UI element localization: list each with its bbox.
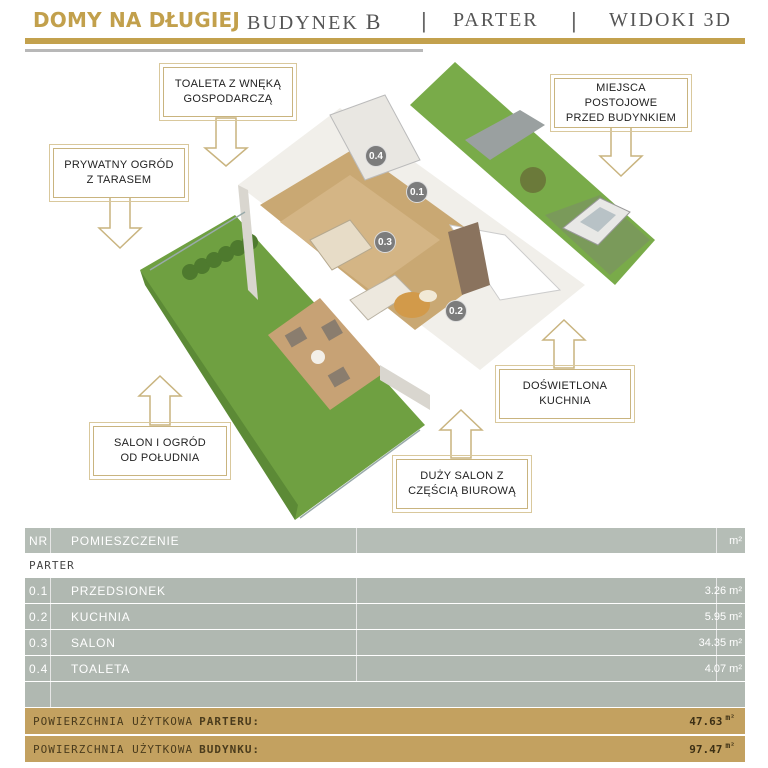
page-header <box>33 6 745 36</box>
nav-views-3d[interactable]: WIDOKI 3D <box>609 9 732 31</box>
callout-parking: MIEJSCA POSTOJOWE PRZED BUDYNKIEM <box>554 78 688 128</box>
summary-unit: m² <box>725 740 735 750</box>
row-nr-empty <box>25 682 51 707</box>
header-area: m² <box>729 534 742 547</box>
row-spacer <box>357 578 717 603</box>
summary-value <box>689 708 735 734</box>
summary-label-text: POWIERZCHNIA UŻYTKOWA <box>33 714 194 728</box>
table-row <box>25 656 745 682</box>
header-nr: NR <box>25 528 51 553</box>
room-badge: 0.4 <box>365 145 387 167</box>
nav-separator: | <box>571 8 577 33</box>
row-area: 4.07 m² <box>704 662 742 675</box>
arrow-up-icon <box>440 410 482 458</box>
summary-value <box>689 736 735 762</box>
callout-toilet: TOALETA Z WNĘKĄ GOSPODARCZĄ <box>163 67 293 117</box>
room-badge: 0.2 <box>445 300 467 322</box>
nav-building[interactable] <box>247 9 382 35</box>
arrow-down-icon <box>99 196 141 248</box>
summary-building <box>25 736 745 764</box>
arrow-up-icon <box>543 320 585 368</box>
nav-floor[interactable]: PARTER <box>453 9 539 31</box>
row-name: PRZEDSIONEK <box>51 578 357 603</box>
summary-ground-floor <box>25 708 745 736</box>
nav-separator: | <box>421 8 427 33</box>
arrow-up-icon <box>139 376 181 425</box>
header-gold-rule <box>25 38 745 44</box>
table-row <box>25 604 745 630</box>
room-badge: 0.1 <box>406 181 428 203</box>
row-nr: 0.4 <box>25 656 51 681</box>
floor-plan-3d <box>0 52 768 522</box>
row-name: TOALETA <box>51 656 357 681</box>
callout-kitchen: DOŚWIETLONA KUCHNIA <box>499 369 631 419</box>
summary-label-bold: BUDYNKU: <box>199 742 261 756</box>
row-area: 34.35 m² <box>698 636 742 649</box>
row-area: 5.95 m² <box>704 610 742 623</box>
row-spacer <box>357 604 717 629</box>
summary-value-number: 47.63 <box>689 714 723 728</box>
table-row <box>25 630 745 656</box>
summary-unit: m² <box>725 712 735 722</box>
header-spacer <box>357 528 717 553</box>
row-name: KUCHNIA <box>51 604 357 629</box>
summary-value-number: 97.47 <box>689 742 723 756</box>
building-label: BUDYNEK <box>247 12 359 34</box>
callout-private-garden: PRYWATNY OGRÓD Z TARASEM <box>53 148 185 198</box>
row-nr: 0.2 <box>25 604 51 629</box>
room-table <box>25 528 745 764</box>
summary-label-bold: PARTERU: <box>199 714 261 728</box>
callout-salon-south: SALON I OGRÓD OD POŁUDNIA <box>93 426 227 476</box>
row-area: 3.26 m² <box>704 584 742 597</box>
summary-label-text: POWIERZCHNIA UŻYTKOWA <box>33 742 194 756</box>
row-spacer <box>357 630 717 655</box>
row-name: SALON <box>51 630 357 655</box>
arrow-down-icon <box>205 118 247 166</box>
section-row <box>25 554 745 578</box>
header-room: POMIESZCZENIE <box>51 528 357 553</box>
table-row-empty <box>25 682 745 708</box>
section-label: PARTER <box>29 559 75 572</box>
summary-label <box>33 708 260 734</box>
page-title: DOMY NA DŁUGIEJ <box>33 8 241 32</box>
building-letter: B <box>365 9 383 34</box>
arrow-down-icon <box>600 124 642 176</box>
plant-icon <box>520 167 546 193</box>
callout-big-salon: DUŻY SALON Z CZĘŚCIĄ BIUROWĄ <box>396 459 528 509</box>
room-badge: 0.3 <box>374 231 396 253</box>
table-row <box>25 578 745 604</box>
table-header <box>25 528 745 554</box>
row-spacer <box>357 656 717 681</box>
summary-label <box>33 736 260 762</box>
row-nr: 0.1 <box>25 578 51 603</box>
row-nr: 0.3 <box>25 630 51 655</box>
